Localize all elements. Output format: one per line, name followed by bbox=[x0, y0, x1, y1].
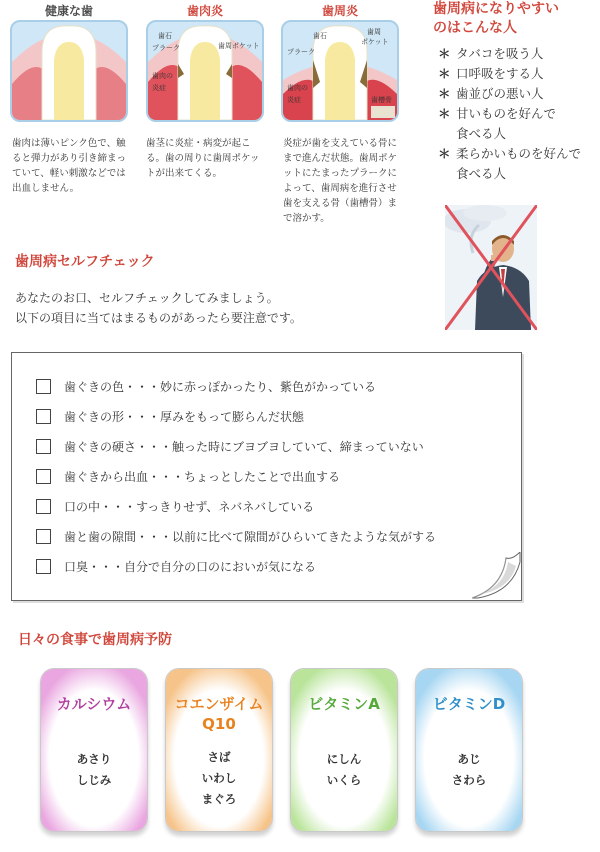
nutrient-foods: あさり しじみ bbox=[76, 752, 112, 787]
page-curl-icon bbox=[472, 552, 522, 600]
label-pocket-2: ポケット bbox=[361, 38, 389, 46]
label-tartar: 歯石 bbox=[158, 32, 172, 40]
checklist-item-label: 口の中・・・すっきりせず、ネバネバしている bbox=[64, 500, 315, 514]
risk-title-line2: のはこんな人 bbox=[433, 20, 517, 36]
checklist-item[interactable] bbox=[36, 408, 304, 425]
checklist-item[interactable] bbox=[36, 558, 316, 575]
stage-title-periodontitis: 歯周炎 bbox=[321, 4, 358, 18]
label-pocket: 歯周ポケット bbox=[218, 42, 260, 50]
risk-title bbox=[433, 0, 598, 38]
nutrient-name: ビタミンD bbox=[432, 695, 506, 713]
label-plaque: プラーク bbox=[152, 44, 180, 52]
checklist-card bbox=[11, 352, 522, 601]
checklist-item-label: 歯と歯の隙間・・・以前に比べて隙間がひらいてきたような気がする bbox=[64, 530, 437, 544]
nutrient-name: カルシウム bbox=[56, 695, 132, 713]
checkbox[interactable] bbox=[36, 499, 51, 514]
risk-item-text: 歯並びの悪い人 bbox=[456, 86, 544, 101]
nutrient-card-vitamin-a[interactable] bbox=[290, 668, 398, 832]
checklist-item-label: 歯ぐきの形・・・厚みをもって膨らんだ状態 bbox=[64, 410, 305, 424]
risk-item-text: 柔らかいものを好んで 食べる人 bbox=[456, 146, 582, 181]
risk-item-text: 口呼吸をする人 bbox=[456, 66, 544, 81]
checkbox[interactable] bbox=[36, 439, 51, 454]
stage-desc-gingivitis: 歯茎に炎症・病変が起こる。歯の周りに歯周ポケットが出来てくる。 bbox=[146, 138, 260, 179]
bullet: ＊ bbox=[438, 146, 451, 161]
bullet: ＊ bbox=[438, 66, 451, 81]
checkbox[interactable] bbox=[36, 559, 51, 574]
bullet: ＊ bbox=[438, 86, 451, 101]
gingivitis-tooth-illustration bbox=[146, 20, 264, 122]
self-check-title: 歯周病セルフチェック bbox=[15, 254, 155, 270]
no-smoking-illustration bbox=[445, 205, 537, 330]
label-gum-inflammation-1: 歯肉の bbox=[287, 84, 308, 92]
checkbox[interactable] bbox=[36, 379, 51, 394]
nutrient-card-coq10[interactable] bbox=[165, 668, 273, 832]
nutrient-foods: にしん いくら bbox=[326, 752, 362, 787]
risk-item bbox=[438, 104, 598, 144]
diet-title: 日々の食事で歯周病予防 bbox=[18, 632, 172, 648]
bullet: ＊ bbox=[438, 46, 451, 61]
tooth-icon bbox=[12, 22, 126, 120]
nutrient-foods: さば いわし まぐろ bbox=[201, 750, 237, 806]
checklist-item[interactable] bbox=[36, 378, 376, 395]
checkbox[interactable] bbox=[36, 529, 51, 544]
checklist-item-label: 歯ぐきの色・・・妙に赤っぽかったり、紫色がかっている bbox=[64, 380, 377, 394]
risk-item bbox=[438, 44, 598, 64]
checklist-item-label: 歯ぐきの硬さ・・・触った時にブヨブヨしていて、締まっていない bbox=[64, 440, 424, 454]
label-gum-inflammation-1: 歯肉の bbox=[152, 72, 173, 80]
checkbox[interactable] bbox=[36, 469, 51, 484]
bullet: ＊ bbox=[438, 106, 451, 121]
checklist-item[interactable] bbox=[36, 468, 340, 485]
risk-title-line1: 歯周病になりやすい bbox=[433, 1, 559, 17]
risk-item bbox=[438, 144, 598, 184]
label-tartar: 歯石 bbox=[313, 32, 327, 40]
risk-item bbox=[438, 84, 598, 104]
label-gum-inflammation-2: 炎症 bbox=[152, 84, 166, 92]
risk-list bbox=[438, 44, 598, 184]
label-plaque: プラーク bbox=[287, 48, 315, 56]
stage-desc-healthy: 歯肉は薄いピンク色で、触ると弾力があり引き締まっていて、軽い刺激などでは出血しません。 bbox=[12, 138, 127, 194]
risk-item-text: タバコを吸う人 bbox=[456, 46, 544, 61]
self-check-intro: あなたのお口、セルフチェックしてみましょう。 以下の項目に当てはまるものがあったら要注意です。 bbox=[15, 291, 302, 325]
label-alveolar-bone: 歯槽骨 bbox=[371, 96, 392, 104]
nutrient-name: コエンザイム Q10 bbox=[174, 695, 264, 733]
checklist-item[interactable] bbox=[36, 498, 314, 515]
nutrient-foods: あじ さわら bbox=[451, 752, 487, 787]
stage-title-gingivitis: 歯肉炎 bbox=[186, 4, 223, 18]
nutrient-name: ビタミンA bbox=[308, 695, 380, 713]
checklist-item[interactable] bbox=[36, 438, 424, 455]
checkbox[interactable] bbox=[36, 409, 51, 424]
checklist-item[interactable] bbox=[36, 528, 436, 545]
stage-title-healthy: 健康な歯 bbox=[44, 4, 93, 18]
risk-item bbox=[438, 64, 598, 84]
nutrient-card-calcium[interactable] bbox=[40, 668, 148, 832]
checklist-item-label: 口臭・・・自分で自分の口のにおいが気になる bbox=[64, 560, 317, 574]
checklist-item-label: 歯ぐきから出血・・・ちょっとしたことで出血する bbox=[64, 470, 341, 484]
label-pocket-1: 歯周 bbox=[367, 28, 381, 36]
risk-item-text: 甘いものを好んで 食べる人 bbox=[456, 106, 557, 141]
periodontitis-tooth-illustration bbox=[281, 20, 399, 122]
stage-desc-periodontitis: 炎症が歯を支えている骨にまで進んだ状態。歯周ポケットにたまったプラークによって、歯周病を進行させ歯を支える骨（歯槽骨）まで溶かす。 bbox=[283, 138, 398, 224]
nutrient-card-vitamin-d[interactable] bbox=[415, 668, 523, 832]
healthy-tooth-illustration bbox=[10, 20, 128, 122]
smoking-man-crossed-icon bbox=[445, 205, 537, 330]
label-gum-inflammation-2: 炎症 bbox=[287, 96, 301, 104]
